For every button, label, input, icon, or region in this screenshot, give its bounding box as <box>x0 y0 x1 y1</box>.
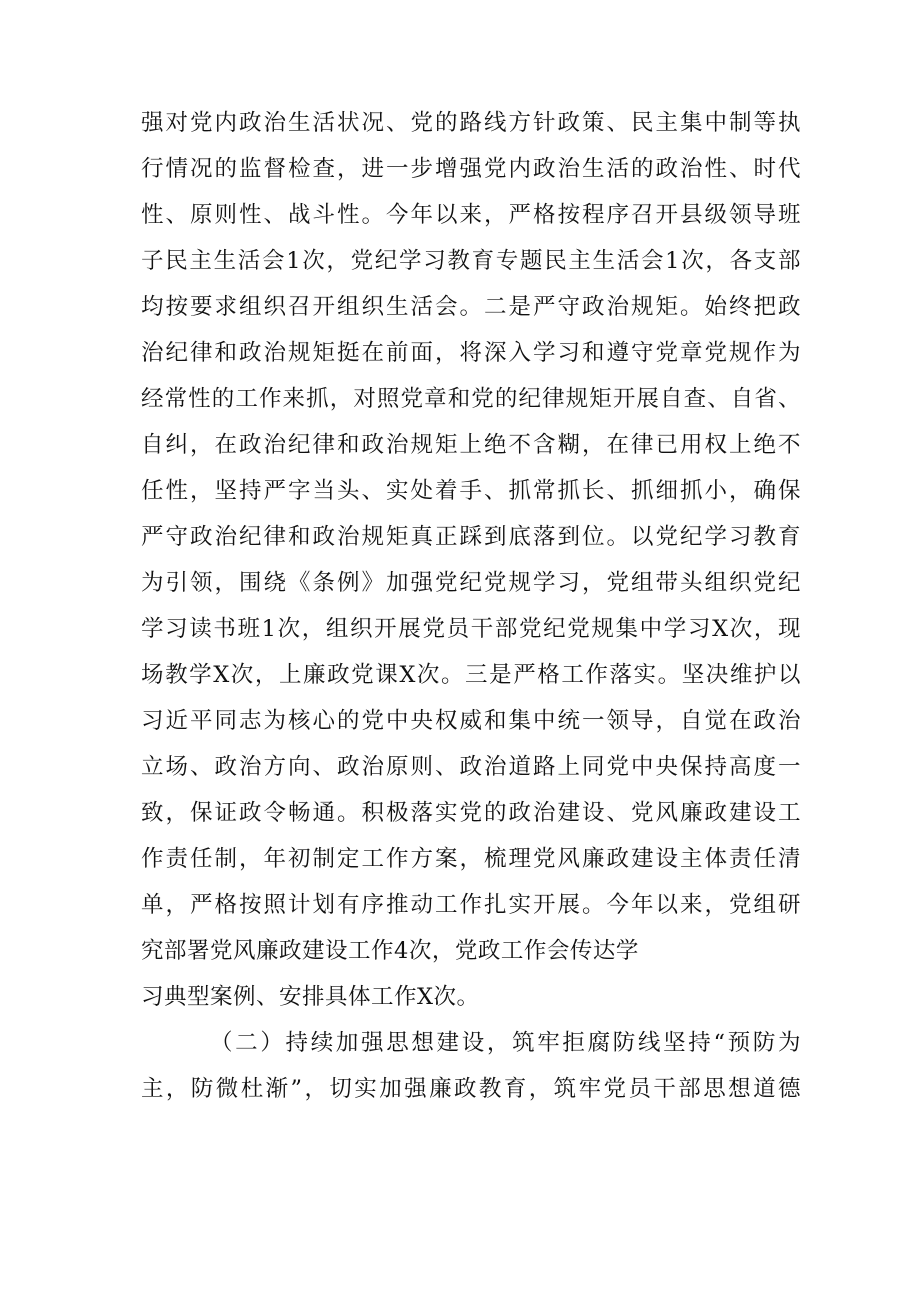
text-line: 单，严格按照计划有序推动工作扎实开展。今年以来，党组研 <box>141 892 801 918</box>
text-line: 究部署党风廉政建设工作4次，党政工作会传达学 <box>141 938 639 964</box>
text-line: 习近平同志为核心的党中央权威和集中统一领导，自觉在政治 <box>141 708 801 734</box>
text-line: 均按要求组织召开组织生活会。二是严守政治规矩。始终把政 <box>141 294 801 320</box>
text-line: 立场、政治方向、政治原则、政治道路上同党中央保持高度一 <box>141 754 801 780</box>
text-line: 行情况的监督检查，进一步增强党内政治生活的政治性、时代 <box>141 156 801 182</box>
text-line: 场教学X次，上廉政党课X次。三是严格工作落实。坚决维护以 <box>141 662 801 688</box>
text-line: 自纠，在政治纪律和政治规矩上绝不含糊，在律已用权上绝不 <box>141 432 801 458</box>
text-line: 作责任制，年初制定工作方案，梳理党风廉政建设主体责任清 <box>141 846 801 872</box>
text-line: 为引领，围绕《条例》加强党纪党规学习，党组带头组织党纪 <box>141 570 801 596</box>
text-line: 经常性的工作来抓，对照党章和党的纪律规矩开展自查、自省、 <box>141 386 801 412</box>
text-line: 习典型案例、安排具体工作X次。 <box>141 984 480 1010</box>
document-body <box>141 100 801 1112</box>
text-line: 任性，坚持严字当头、实处着手、抓常抓长、抓细抓小，确保 <box>141 478 801 504</box>
text-line: 子民主生活会1次，党纪学习教育专题民主生活会1次，各支部 <box>141 248 801 274</box>
text-line: 主，防微杜渐”，切实加强廉政教育，筑牢党员干部思想道德 <box>141 1076 801 1102</box>
text-line: 强对党内政治生活状况、党的路线方针政策、民主集中制等执 <box>141 110 801 136</box>
text-line: 学习读书班1次，组织开展党员干部党纪党规集中学习X次，现 <box>141 616 801 642</box>
text-line: 治纪律和政治规矩挺在前面，将深入学习和遵守党章党规作为 <box>141 340 801 366</box>
section-heading-line: （二）持续加强思想建设，筑牢拒腐防线坚持“预防为 <box>210 1030 801 1056</box>
text-line: 致，保证政令畅通。积极落实党的政治建设、党风廉政建设工 <box>141 800 801 826</box>
text-line: 性、原则性、战斗性。今年以来，严格按程序召开县级领导班 <box>141 202 801 228</box>
text-line: 严守政治纪律和政治规矩真正踩到底落到位。以党纪学习教育 <box>141 524 801 550</box>
